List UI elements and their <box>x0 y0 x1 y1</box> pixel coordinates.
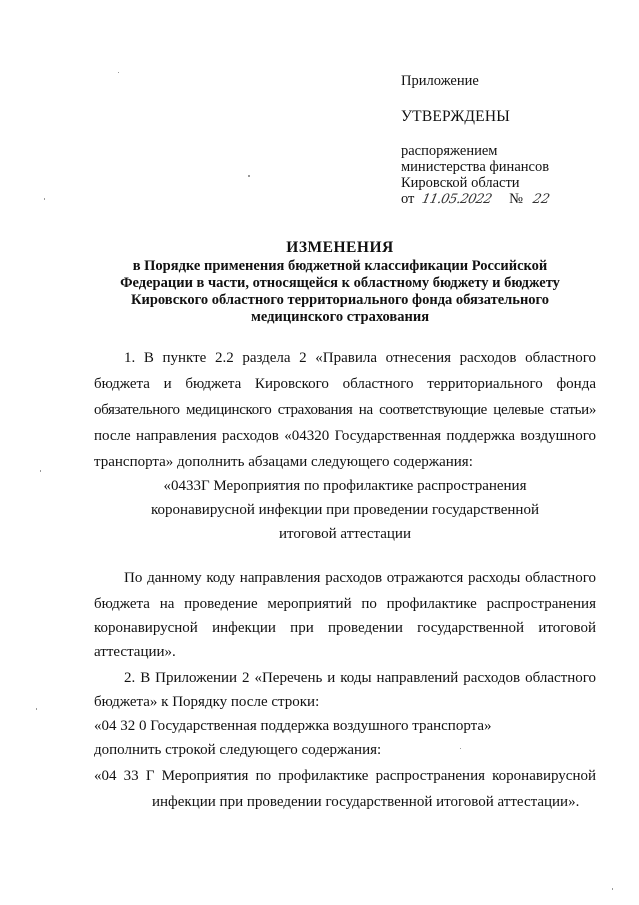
scan-speck <box>248 175 250 177</box>
paragraph-line: коронавирусной инфекции при проведении государственной итоговой <box>94 620 596 636</box>
new-row-line: «04 33 Г Мероприятия по профилактике распространения коронавирусной <box>94 768 596 784</box>
number-label: № <box>509 191 523 207</box>
document-title: ИЗМЕНЕНИЯ <box>286 239 394 256</box>
document-subtitle-line: Федерации в части, относящейся к областному бюджету и бюджету <box>120 275 560 291</box>
paragraph-line: бюджета» к Порядку после строки: <box>94 694 320 710</box>
paragraph-line: 1. В пункте 2.2 раздела 2 «Правила отнесения расходов областного <box>124 350 596 366</box>
scan-speck <box>40 470 41 472</box>
scan-speck <box>118 72 119 73</box>
document-subtitle-line: в Порядке применения бюджетной классификации Российской <box>132 258 548 274</box>
paragraph-line: 2. В Приложении 2 «Перечень и коды направлений расходов областного <box>124 670 596 686</box>
quote-line: итоговой аттестации <box>279 526 411 542</box>
approval-line-2: министерства финансов <box>401 159 550 175</box>
handwritten-number: 22 <box>530 192 551 207</box>
approval-title: Приложение <box>401 73 479 89</box>
approval-line-1: распоряжением <box>401 143 498 159</box>
add-row-line: дополнить строкой следующего содержания: <box>94 742 382 758</box>
paragraph-line: бюджета на проведение мероприятий по профилактике распространения <box>94 596 596 612</box>
approval-date-line <box>401 191 549 208</box>
document-subtitle-line: медицинского страхования <box>250 309 430 325</box>
quote-line: коронавирусной инфекции при проведении государственной <box>151 502 539 518</box>
document-subtitle-line: Кировского областного территориального фонда обязательного <box>130 292 550 308</box>
new-row-line: инфекции при проведении государственной итоговой аттестации». <box>152 794 580 810</box>
approval-line-3: Кировской области <box>401 175 520 191</box>
scan-speck <box>460 748 461 749</box>
paragraph-line: По данному коду направления расходов отражаются расходы областного <box>124 570 596 586</box>
paragraph-line: обязательного медицинского страхования на соответствующие целевые статьи» <box>94 402 596 418</box>
scan-speck <box>44 198 45 200</box>
paragraph-line: транспорта» дополнить абзацами следующего содержания: <box>94 454 473 470</box>
row-before-line: «04 32 0 Государственная поддержка воздушного транспорта» <box>94 718 492 734</box>
approval-heading: УТВЕРЖДЕНЫ <box>401 108 510 125</box>
scan-speck <box>612 888 613 890</box>
paragraph-line: аттестации». <box>94 644 176 660</box>
paragraph-line: бюджета и бюджета Кировского областного территориального фонда <box>94 376 596 392</box>
scan-speck <box>36 708 37 710</box>
handwritten-date: 11.05.2022 <box>420 192 494 207</box>
quote-line: «0433Г Мероприятия по профилактике распространения <box>163 478 527 494</box>
date-prefix: от <box>401 191 415 207</box>
paragraph-line: после направления расходов «04320 Государственная поддержка воздушного <box>94 428 596 444</box>
